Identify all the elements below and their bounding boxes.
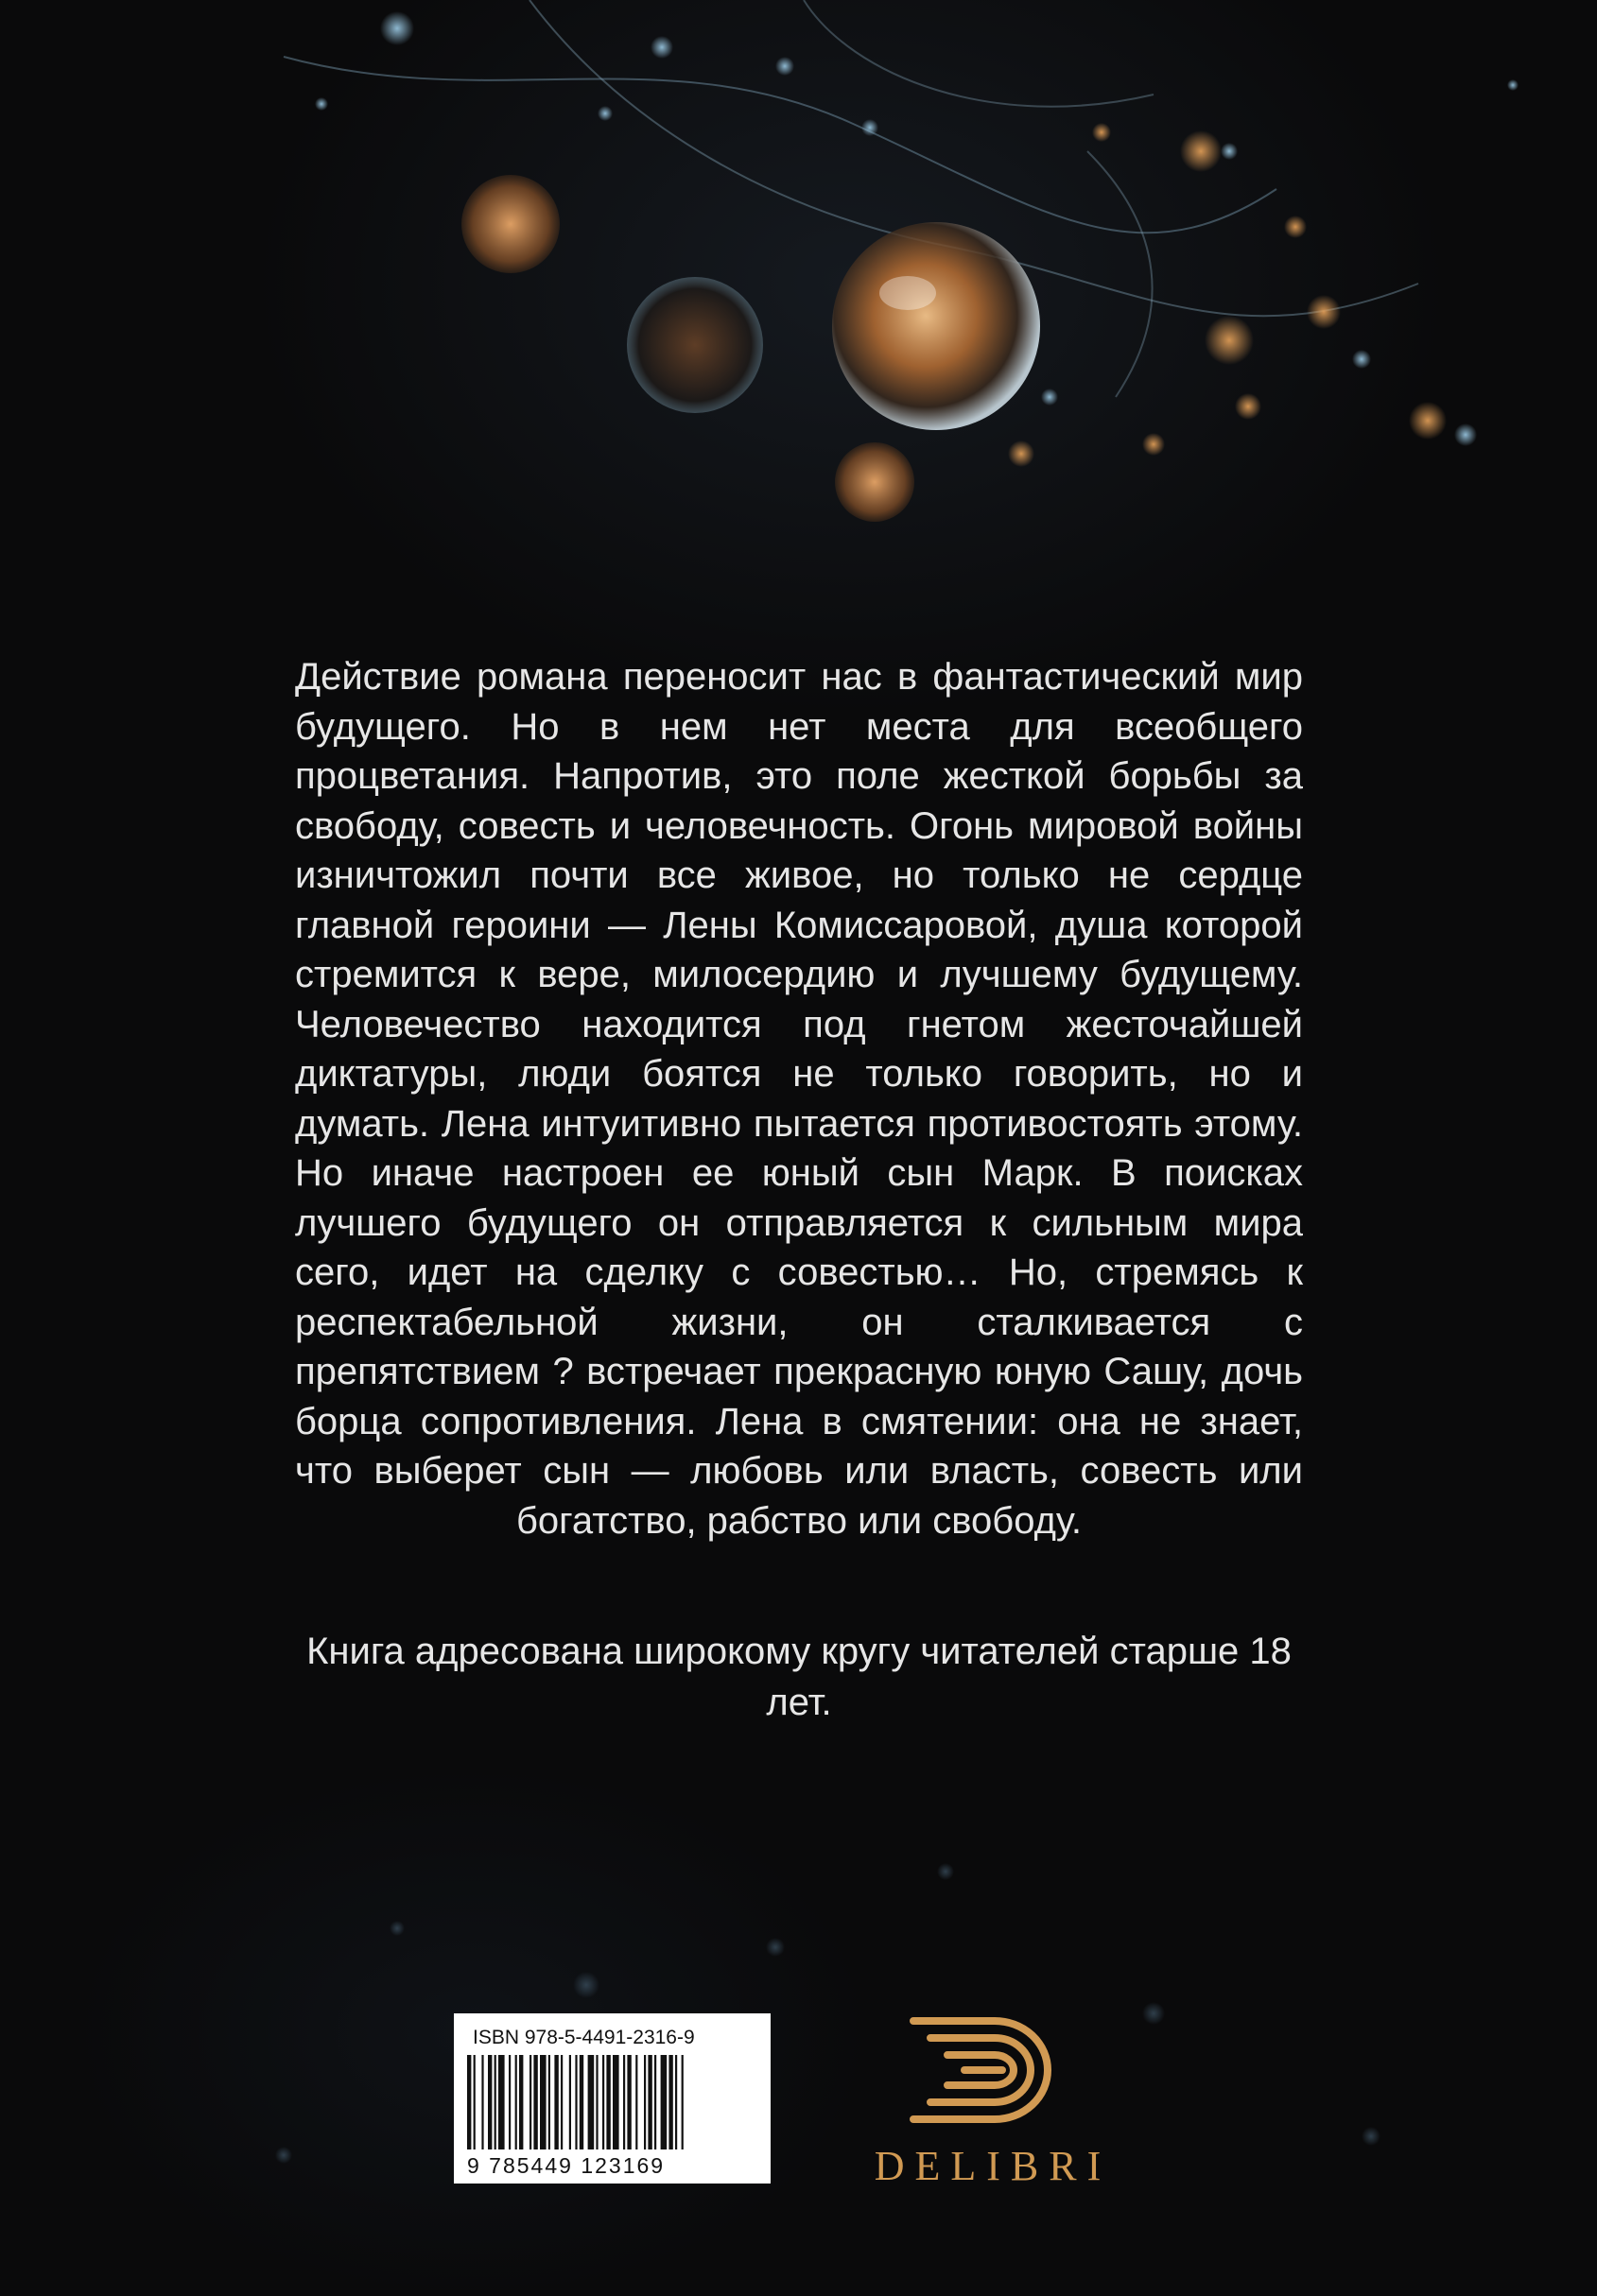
book-blurb: Действие романа переносит нас в фантастический мир будущего. Но в нем нет места для всеобщего процветания. Напротив, это поле жесткой борьбы за свободу, совесть и человечность. Огонь мировой войны изничтожил почти все живое, но только не сердце главной героини — Лены Комиссаровой, душа которой стремится к вере, милосердию и лучшему будущему. Человечество находится под гнетом жесточайшей диктатуры, люди боятся не только говорить, но и думать. Лена интуитивно пытается противостоять этому. Но иначе настроен ее юный сын Марк. В поисках лучшего будущего он отправляется к сильным мира сего, идет на сделку с совестью… Но, стремясь к респектабельной жизни, он сталкивается с препятствием ? встречает прекрасную юную Сашу, дочь борца сопротивления. Лена в смятении: она не знает, что выберет сын — любовь или власть, совесть или богатство, рабство или свободу. bbox=[295, 656, 1303, 1542]
barcode-bar bbox=[613, 2055, 619, 2149]
barcode-bar bbox=[474, 2055, 476, 2149]
barcode-bar bbox=[648, 2055, 651, 2149]
barcode-bar bbox=[675, 2055, 677, 2149]
barcode-bar bbox=[488, 2055, 492, 2149]
barcode-bar bbox=[509, 2055, 511, 2149]
bokeh-bottom-decoration bbox=[0, 1796, 1597, 2296]
barcode-bar bbox=[467, 2055, 471, 2149]
barcode-bar bbox=[654, 2055, 656, 2149]
barcode-bar bbox=[606, 2055, 610, 2149]
barcode-bar bbox=[596, 2055, 598, 2149]
barcode-bar bbox=[623, 2055, 625, 2149]
bokeh-spheres-image bbox=[0, 0, 1597, 586]
barcode-bar bbox=[533, 2055, 537, 2149]
age-rating-note: Книга адресована широкому кругу читателей старше 18 лет. bbox=[306, 1631, 1292, 1723]
isbn-barcode bbox=[454, 2013, 771, 2184]
barcode-bar bbox=[588, 2055, 595, 2149]
barcode-bar bbox=[548, 2055, 550, 2149]
barcode-bar bbox=[682, 2055, 684, 2149]
barcode-number: 9 785449 123169 bbox=[467, 2153, 666, 2178]
barcode-bar bbox=[561, 2055, 563, 2149]
barcode-bar bbox=[540, 2055, 547, 2149]
barcode-bar bbox=[627, 2055, 631, 2149]
publisher-logo-icon bbox=[910, 2013, 1070, 2125]
barcode-bar bbox=[668, 2055, 672, 2149]
barcode-bar bbox=[554, 2055, 558, 2149]
barcode-bar bbox=[515, 2055, 517, 2149]
barcode-bar bbox=[481, 2055, 483, 2149]
barcode-bar bbox=[529, 2055, 531, 2149]
isbn-label: ISBN 978-5-4491-2316-9 bbox=[473, 2027, 695, 2048]
barcode-bar bbox=[495, 2055, 496, 2149]
barcode-bar bbox=[644, 2055, 646, 2149]
barcode-bar bbox=[575, 2055, 577, 2149]
barcode-bar bbox=[661, 2055, 668, 2149]
barcode-bar bbox=[519, 2055, 523, 2149]
barcode-bars bbox=[467, 2055, 756, 2149]
barcode-bar bbox=[635, 2055, 637, 2149]
barcode-bar bbox=[498, 2055, 505, 2149]
publisher-name: DELIBRI bbox=[874, 2143, 1112, 2189]
barcode-bar bbox=[569, 2055, 571, 2149]
barcode-bar bbox=[602, 2055, 604, 2149]
barcode-bar bbox=[580, 2055, 583, 2149]
